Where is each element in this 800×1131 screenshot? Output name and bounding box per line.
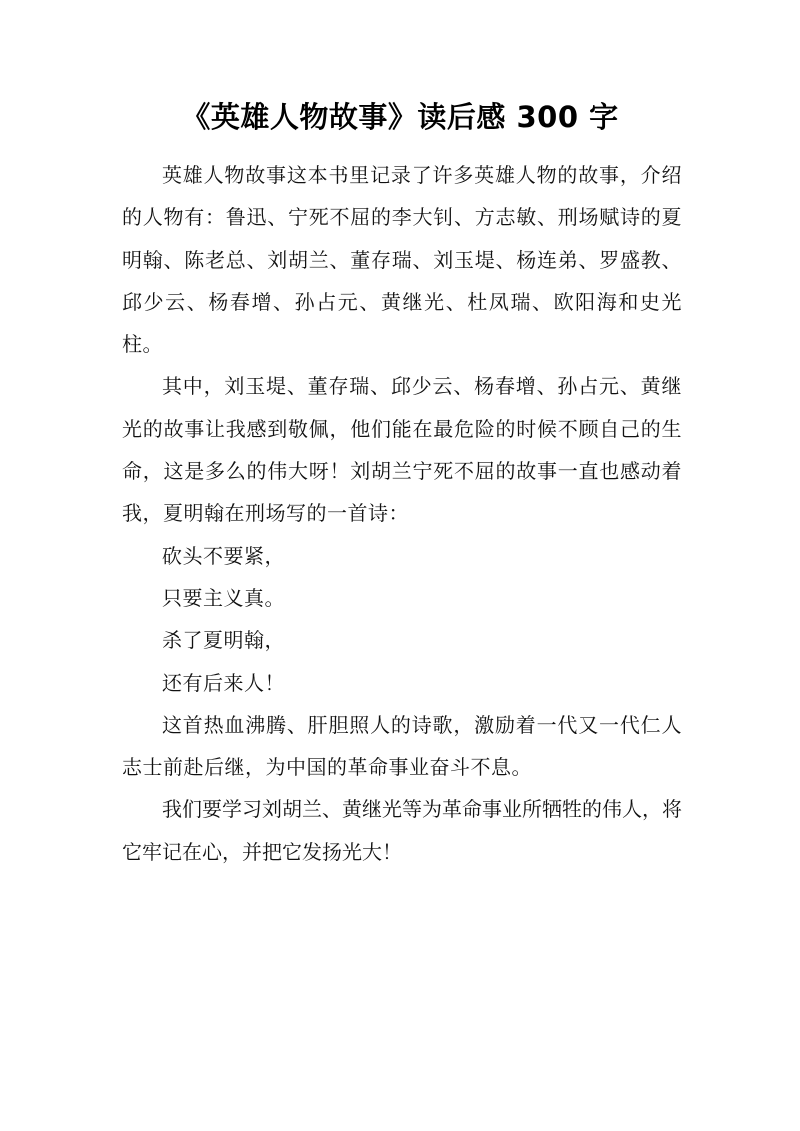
- poem-line: 杀了夏明翰，: [162, 628, 285, 653]
- poem-line: 只要主义真。: [162, 585, 285, 610]
- paragraph-conclusion: 我们要学习刘胡兰、黄继光等为革命事业所牺牲的伟人，将它牢记在心，并把它发扬光大！: [122, 797, 682, 864]
- paragraph-admiration: 其中，刘玉堤、董存瑞、邱少云、杨春增、孙占元、黄继光的故事让我感到敬佩，他们能在最危险的时候不顾自己的生命，这是多么的伟大呀！刘胡兰宁死不屈的故事一直也感动着我，夏明翰在刑场写的一首诗：: [122, 374, 682, 526]
- paragraph-intro: 英雄人物故事这本书里记录了许多英雄人物的故事，介绍的人物有：鲁迅、宁死不屈的李大钊、方志敏、刑场赋诗的夏明翰、陈老总、刘胡兰、董存瑞、刘玉堤、杨连弟、罗盛教、邱少云、杨春增、孙占元、黄继光、杜凤瑞、欧阳海和史光柱。: [122, 163, 682, 357]
- document-body: [122, 154, 682, 873]
- poem-line: 砍头不要紧，: [162, 543, 285, 568]
- poem-line: 还有后来人！: [162, 670, 285, 695]
- poem: [122, 535, 682, 704]
- paragraph-poem-reflection: 这首热血沸腾、肝胆照人的诗歌，激励着一代又一代仁人志士前赴后继，为中国的革命事业奋斗不息。: [122, 712, 682, 780]
- document-title: 《英雄人物故事》读后感 300 字: [181, 100, 619, 134]
